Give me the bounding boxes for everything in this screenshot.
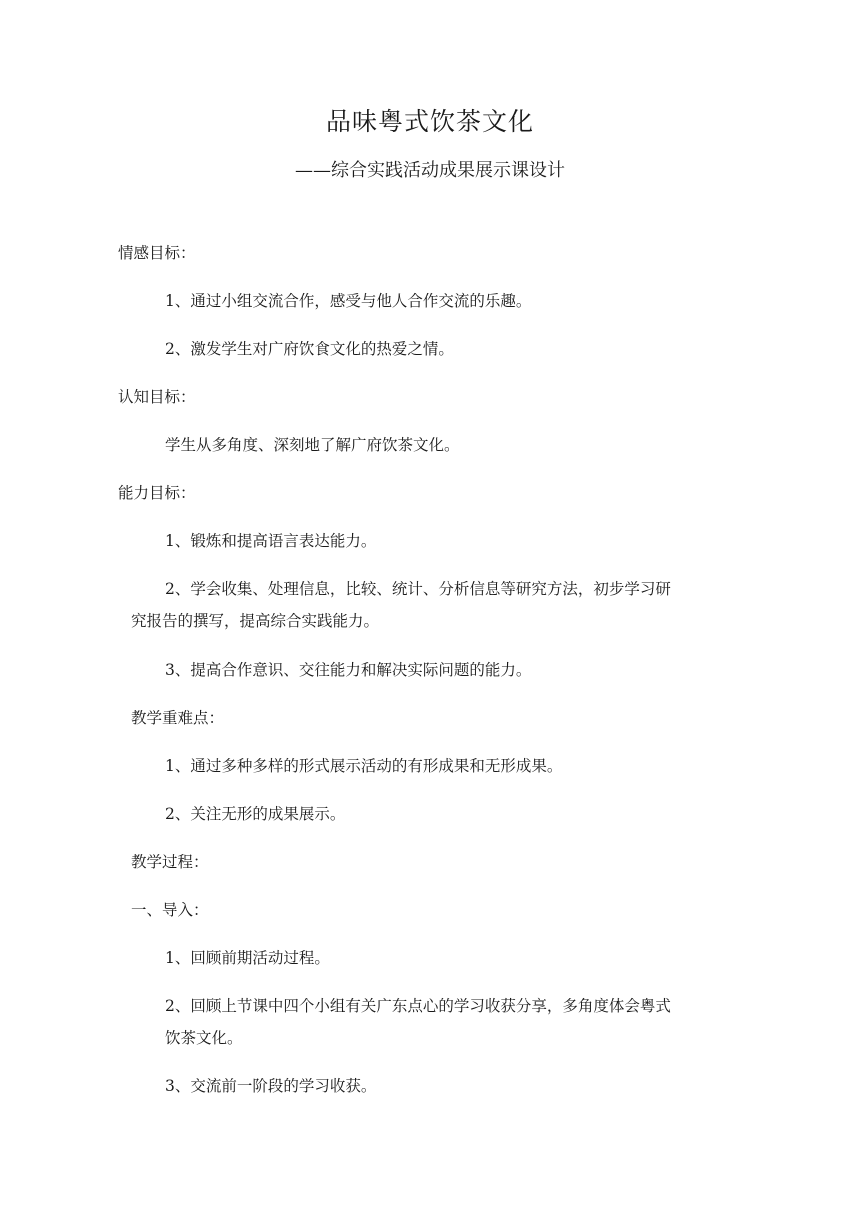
ability-heading: 能力目标： xyxy=(118,484,196,502)
emotion-item: 1、通过小组交流合作，感受与他人合作交流的乐趣。 xyxy=(165,292,532,310)
intro-item-continuation: 饮茶文化。 xyxy=(165,1029,243,1047)
intro-item: 2、回顾上节课中四个小组有关广东点心的学习收获分享，多角度体会粤式 xyxy=(165,997,671,1015)
document-subtitle: ——综合实践活动成果展示课设计 xyxy=(295,160,565,181)
cognition-heading: 认知目标： xyxy=(118,388,196,406)
document-title: 品味粤式饮茶文化 xyxy=(325,107,534,136)
key-points-item: 2、关注无形的成果展示。 xyxy=(165,805,346,823)
ability-item: 1、锻炼和提高语言表达能力。 xyxy=(165,532,377,550)
intro-item: 1、回顾前期活动过程。 xyxy=(165,949,330,967)
process-heading: 教学过程： xyxy=(131,853,209,871)
ability-item-continuation: 究报告的撰写，提高综合实践能力。 xyxy=(131,612,380,630)
key-points-item: 1、通过多种多样的形式展示活动的有形成果和无形成果。 xyxy=(165,757,563,775)
key-points-heading: 教学重难点： xyxy=(131,709,225,727)
emotion-heading: 情感目标： xyxy=(118,244,196,262)
cognition-text: 学生从多角度、深刻地了解广府饮茶文化。 xyxy=(165,436,460,454)
ability-item: 2、学会收集、处理信息，比较、统计、分析信息等研究方法，初步学习研 xyxy=(165,580,671,598)
emotion-item: 2、激发学生对广府饮食文化的热爱之情。 xyxy=(165,340,454,358)
ability-item: 3、提高合作意识、交往能力和解决实际问题的能力。 xyxy=(165,661,532,679)
intro-item: 3、交流前一阶段的学习收获。 xyxy=(165,1077,377,1095)
intro-heading: 一、导入： xyxy=(131,901,209,919)
